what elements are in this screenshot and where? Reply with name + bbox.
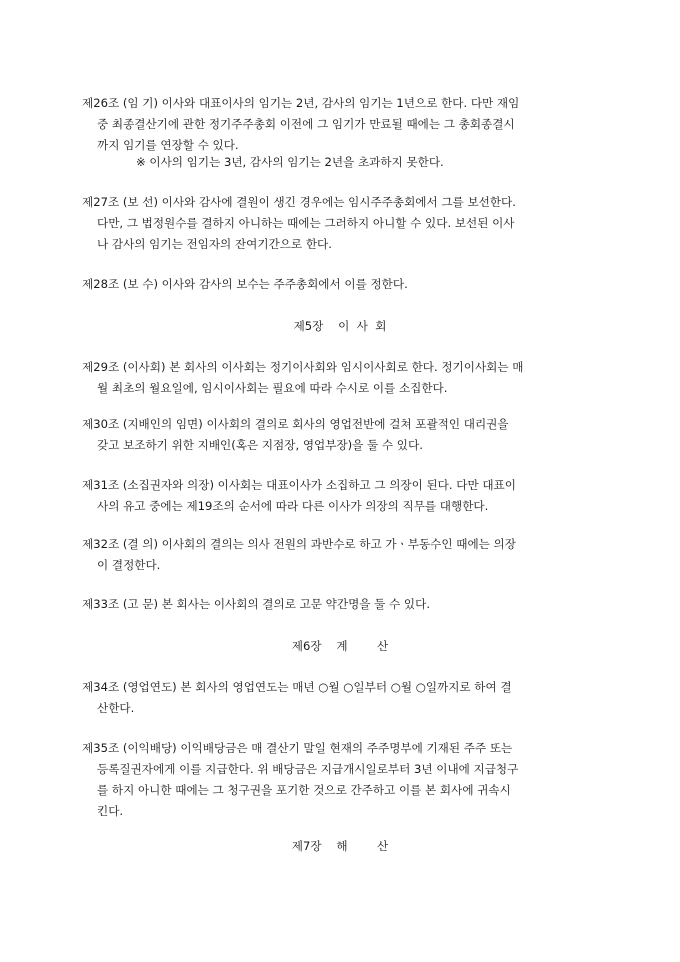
article-text: 킨다. xyxy=(97,804,124,818)
article-30 xyxy=(82,414,612,456)
article-text: 제26조 (임 기) 이사와 대표이사의 임기는 2년, 감사의 임기는 1년으로 한다. 다만 재임 xyxy=(82,96,520,110)
article-text: 나 감사의 임기는 전임자의 잔여기간으로 한다. xyxy=(97,237,332,251)
article-31 xyxy=(82,475,612,517)
article-text: 월 최초의 월요일에, 임시이사회는 필요에 따라 수시로 이를 소집한다. xyxy=(97,381,448,395)
article-text: 갖고 보조하기 위한 지배인(혹은 지점장, 영업부장)을 둘 수 있다. xyxy=(97,438,423,452)
article-text: 중 최종결산기에 관한 정기주주총회 이전에 그 임기가 만료될 때에는 그 총회종결시 xyxy=(97,117,515,131)
article-text: 제28조 (보 수) 이사와 감사의 보수는 주주총회에서 이를 정한다. xyxy=(82,277,408,291)
article-32 xyxy=(82,534,612,576)
article-text: 제31조 (소집권자와 의장) 이사회는 대표이사가 소집하고 그 의장이 된다. 다만 대표이 xyxy=(82,478,516,492)
note-text: ※ 이사의 임기는 3년, 감사의 임기는 2년을 초과하지 못한다. xyxy=(136,155,444,169)
article-33 xyxy=(82,594,612,615)
chapter-heading-5: 제5장 이 사 회 xyxy=(293,319,387,333)
article-26-note xyxy=(82,152,612,173)
article-28 xyxy=(82,274,612,295)
article-text: 산한다. xyxy=(97,701,135,715)
article-text: 제34조 (영업연도) 본 회사의 영업연도는 매년 ○월 ○일부터 ○월 ○일까지로 하여 결 xyxy=(82,680,512,694)
article-text: 제29조 (이사회) 본 회사의 이사회는 정기이사회와 임시이사회로 한다. 정기이사회는 매 xyxy=(82,360,524,374)
article-27 xyxy=(82,192,612,255)
article-text: 제35조 (이익배당) 이익배당금은 매 결산기 말일 현재의 주주명부에 기재된 주주 또는 xyxy=(82,741,513,755)
article-text: 를 하지 아니한 때에는 그 청구권을 포기한 것으로 간주하고 이를 본 회사에 귀속시 xyxy=(97,783,511,797)
article-34 xyxy=(82,677,612,719)
article-text: 등록질권자에게 이를 지급한다. 위 배당금은 지급개시일로부터 3년 이내에 지급청구 xyxy=(97,762,519,776)
article-text: 다만, 그 법정원수를 결하지 아니하는 때에는 그러하지 아니할 수 있다. 보선된 이사 xyxy=(97,216,515,230)
article-35 xyxy=(82,738,612,822)
chapter-heading-7: 제7장 해 산 xyxy=(291,839,389,853)
article-26 xyxy=(82,93,612,156)
article-29 xyxy=(82,357,612,399)
article-text: 제32조 (결 의) 이사회의 결의는 의사 전원의 과반수로 하고 가ㆍ부동수인 때에는 의장 xyxy=(82,537,516,551)
article-text: 제30조 (지배인의 임면) 이사회의 결의로 회사의 영업전반에 걸쳐 포괄적인 대리권을 xyxy=(82,417,509,431)
article-text: 사의 유고 중에는 제19조의 순서에 따라 다른 이사가 의장의 직무를 대행한다. xyxy=(97,499,489,513)
article-text: 이 결정한다. xyxy=(97,558,161,572)
chapter-heading-6: 제6장 계 산 xyxy=(291,639,389,653)
article-text: 까지 임기를 연장할 수 있다. xyxy=(97,138,239,152)
article-text: 제27조 (보 선) 이사와 감사에 결원이 생긴 경우에는 임시주주총회에서 그를 보선한다. xyxy=(82,195,516,209)
article-text: 제33조 (고 문) 본 회사는 이사회의 결의로 고문 약간명을 둘 수 있다. xyxy=(82,597,431,611)
